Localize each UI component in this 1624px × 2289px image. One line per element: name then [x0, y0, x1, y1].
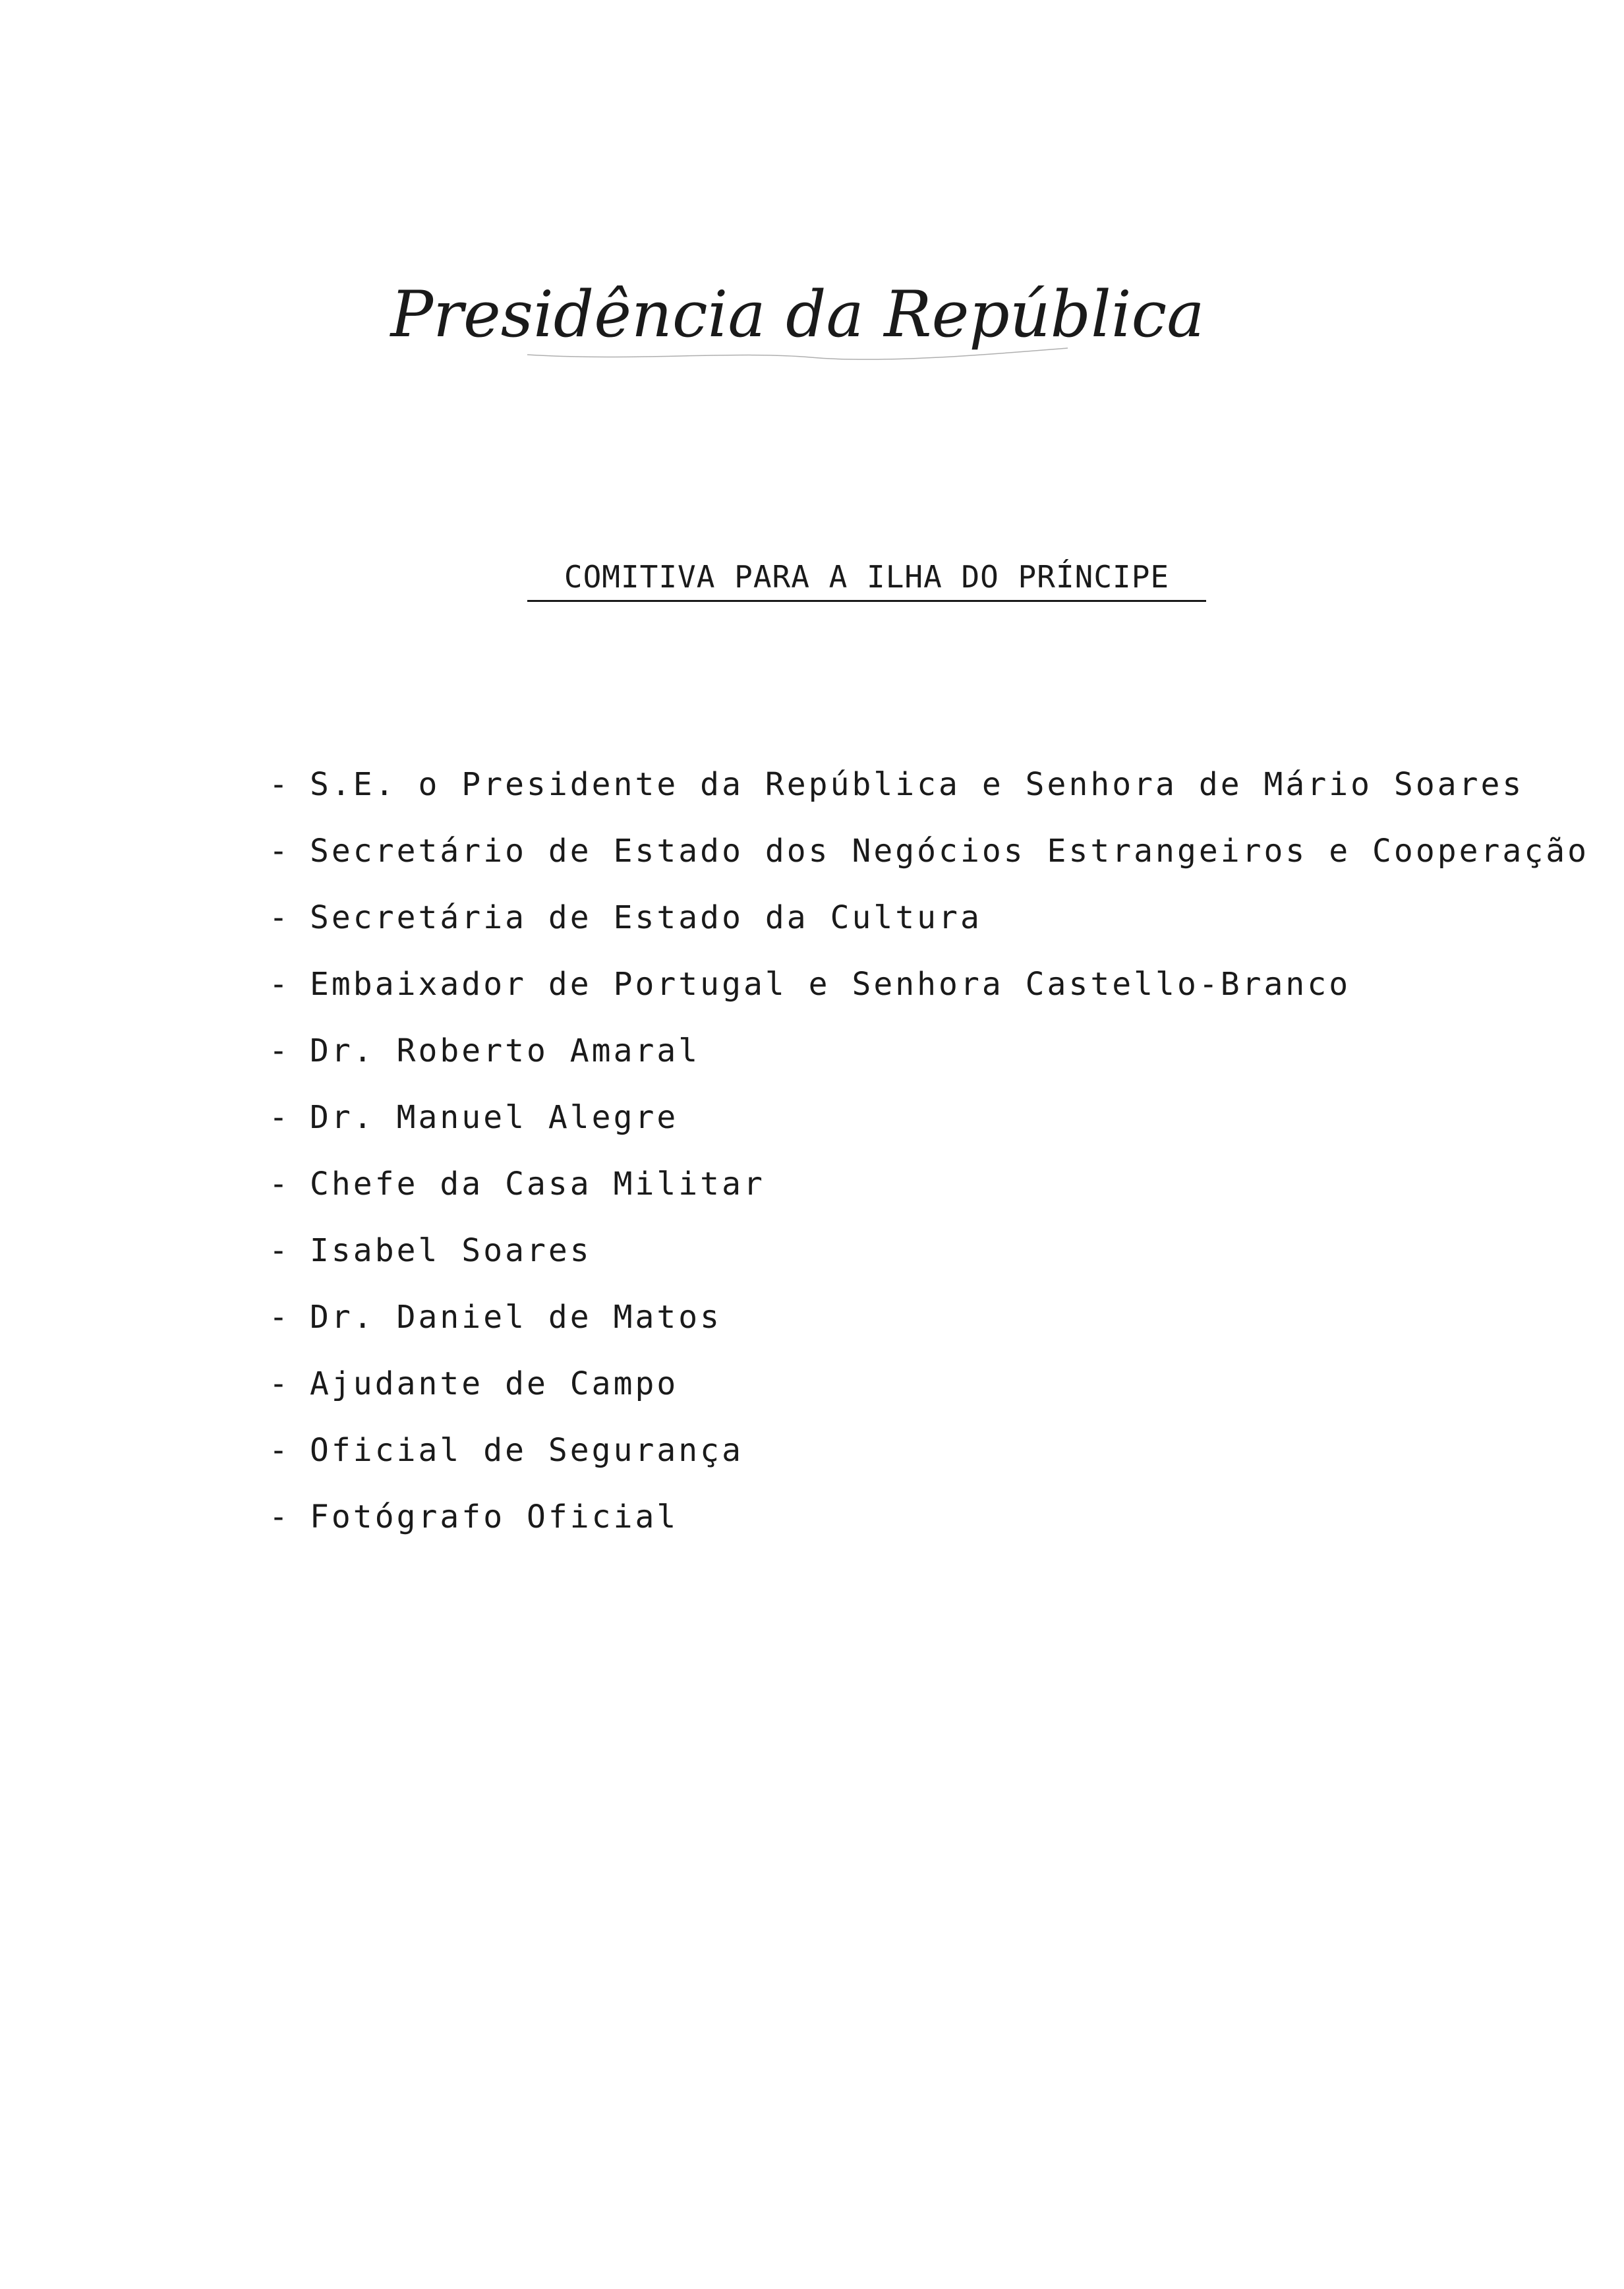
- list-item: [269, 1091, 1521, 1158]
- list-item: [269, 825, 1590, 891]
- list-item: [269, 758, 1524, 825]
- list-bullet: -: [269, 1432, 291, 1469]
- letterhead: [390, 270, 1205, 369]
- list-bullet: -: [269, 766, 291, 803]
- member-name: Dr. Roberto Amaral: [310, 1032, 701, 1069]
- list-bullet: -: [269, 1032, 291, 1069]
- member-name: Dr. Daniel de Matos: [310, 1299, 722, 1336]
- member-name: Isabel Soares: [310, 1232, 592, 1269]
- list-item: [269, 1424, 1521, 1491]
- list-item: [269, 958, 1521, 1025]
- list-item: [269, 1224, 1521, 1291]
- letterhead-script: [390, 270, 1205, 369]
- list-bullet: -: [269, 1232, 291, 1269]
- document-title: COMITIVA PARA A ILHA DO PRÍNCIPE: [564, 559, 1170, 595]
- letterhead-text: Presidência da República: [390, 278, 1205, 351]
- list-bullet: -: [269, 1299, 291, 1336]
- member-name: Dr. Manuel Alegre: [310, 1099, 679, 1136]
- member-name: Ajudante de Campo: [310, 1365, 679, 1402]
- list-bullet: -: [269, 833, 291, 870]
- list-item: [269, 1158, 1521, 1224]
- list-item: [269, 891, 1521, 958]
- member-name: Fotógrafo Oficial: [310, 1499, 679, 1535]
- title-underline: [527, 600, 1206, 602]
- list-bullet: -: [269, 1499, 291, 1535]
- list-item: [269, 1491, 1521, 1557]
- member-name: S.E. o Presidente da República e Senhora de Mário Soares: [310, 766, 1524, 803]
- delegation-list: [269, 758, 1590, 1557]
- member-name: Secretário de Estado dos Negócios Estrangeiros e Cooperação: [310, 833, 1590, 870]
- member-name: Oficial de Segurança: [310, 1432, 743, 1469]
- list-bullet: -: [269, 1099, 291, 1136]
- list-item: [269, 1291, 1521, 1357]
- list-item: [269, 1357, 1521, 1424]
- list-bullet: -: [269, 1365, 291, 1402]
- list-bullet: -: [269, 1166, 291, 1203]
- member-name: Chefe da Casa Militar: [310, 1166, 765, 1203]
- list-bullet: -: [269, 899, 291, 936]
- list-bullet: -: [269, 966, 291, 1003]
- list-item: [269, 1025, 1521, 1091]
- member-name: Secretária de Estado da Cultura: [310, 899, 982, 936]
- member-name: Embaixador de Portugal e Senhora Castello-Branco: [310, 966, 1351, 1003]
